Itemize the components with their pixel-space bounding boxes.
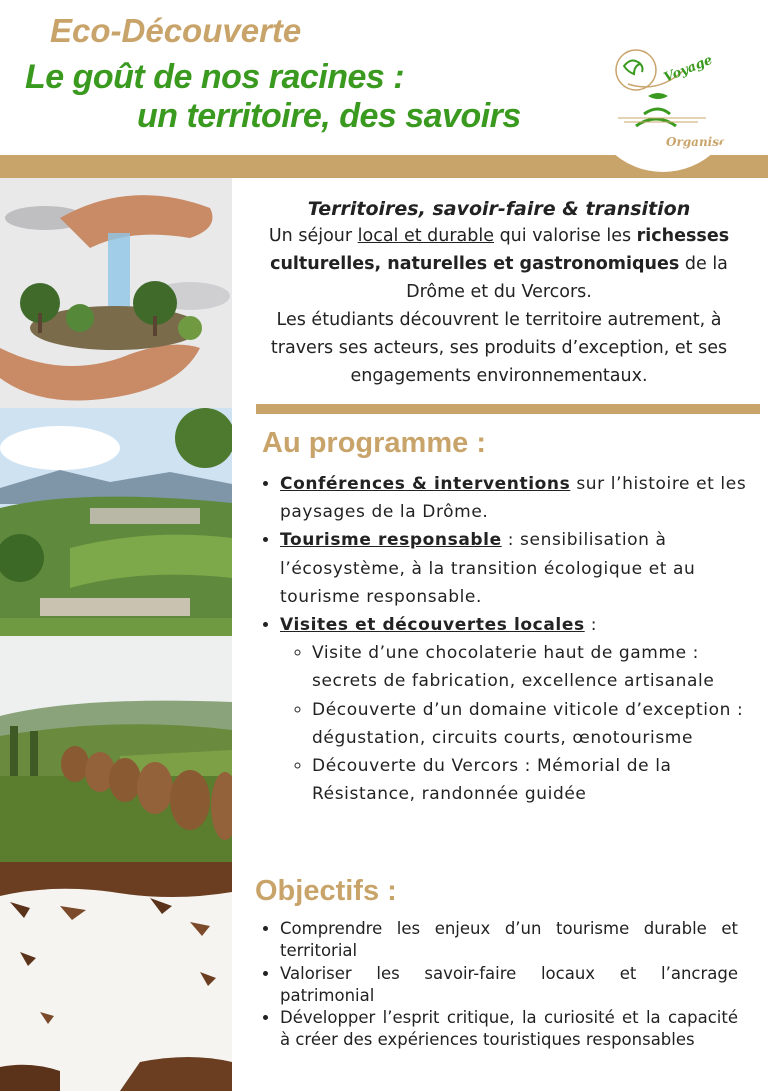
programme-item xyxy=(280,526,754,611)
intro-text: qui valorise les xyxy=(494,226,637,246)
objectifs-title: Objectifs : xyxy=(255,875,397,907)
programme-item-lead: Tourisme responsable xyxy=(280,530,502,551)
objectif-item: • Développer l’esprit critique, la curiosité et la capacité à créer des expériences touristiques responsables xyxy=(280,1007,738,1052)
intro-text: de la Drôme et du Vercors. xyxy=(406,254,728,302)
vineyard-barrels-photo xyxy=(0,636,232,862)
landscape-building-photo xyxy=(0,408,232,636)
programme-item xyxy=(280,611,754,808)
programme-sub-item: ◦ Visite d’une chocolaterie haut de gamme : secrets de fabrication, excellence artisanale xyxy=(312,639,754,695)
programme-list xyxy=(262,470,754,808)
programme-item xyxy=(280,470,754,526)
programme-item-lead: Visites et découvertes locales xyxy=(280,615,585,636)
logo-text-bottom: Organise xyxy=(666,135,727,149)
wine-barrels-icon xyxy=(0,636,232,862)
header xyxy=(0,0,768,178)
intro-bold: richesses culturelles, naturelles et gastronomiques xyxy=(270,226,730,274)
intro-paragraph-1 xyxy=(250,222,748,306)
photo-column xyxy=(0,178,232,1091)
programme-title: Au programme : xyxy=(262,427,486,459)
programme-sub-item: ◦ Découverte d’un domaine viticole d’exception : dégustation, circuits courts, œnotourisme xyxy=(312,696,754,752)
programme-item-lead: Conférences & interventions xyxy=(280,474,571,494)
hands-earth-photo xyxy=(0,178,232,408)
mountain-landscape-icon xyxy=(0,408,232,636)
leaf-globe-logo-icon xyxy=(588,22,738,172)
title-line-2: un territoire, des savoirs xyxy=(137,97,521,135)
hands-holding-earth-icon xyxy=(0,178,232,408)
chocolate-shavings-photo xyxy=(0,862,232,1091)
logo-text-top: Voyage xyxy=(661,52,715,86)
objectif-item: • Comprendre les enjeux d’un tourisme durable et territorial xyxy=(280,918,738,963)
kicker: Eco-Découverte xyxy=(50,12,302,49)
intro-block xyxy=(250,196,748,390)
programme-item-text: sur l’histoire et les paysages de la Drôme. xyxy=(280,474,747,523)
objectifs-list xyxy=(262,918,738,1052)
logo xyxy=(588,22,738,172)
intro-text: Un séjour xyxy=(268,226,358,246)
title-line-1: Le goût de nos racines : xyxy=(25,58,405,96)
programme-sub-item: ◦ Découverte du Vercors : Mémorial de la Résistance, randonnée guidée xyxy=(312,752,754,808)
intro-heading: Territoires, savoir-faire & transition xyxy=(307,198,691,220)
objectif-item: • Valoriser les savoir-faire locaux et l’ancrage patrimonial xyxy=(280,963,738,1008)
programme-item-text: : sensibilisation à l’écosystème, à la transition écologique et au tourisme responsable. xyxy=(280,530,696,607)
programme-item-text: : xyxy=(584,615,598,636)
intro-underlined: local et durable xyxy=(357,226,495,246)
section-divider xyxy=(256,404,760,414)
intro-paragraph-2: Les étudiants découvrent le territoire autrement, à travers ses acteurs, ses produits d’exception, et ses engagements environnementaux. xyxy=(270,310,728,386)
chocolate-shavings-icon xyxy=(0,862,232,1091)
